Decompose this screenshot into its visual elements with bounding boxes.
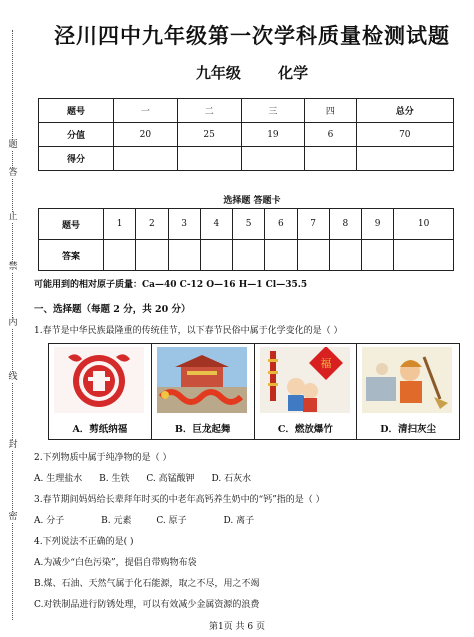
score-input-cell[interactable] <box>114 147 178 171</box>
answer-num-cell: 6 <box>265 209 297 240</box>
option-b[interactable]: B. 生铁 <box>99 474 130 484</box>
option-a[interactable]: A.为减少“白色污染”，提倡自带购物布袋 <box>34 558 197 568</box>
answer-input-cell[interactable] <box>233 240 265 271</box>
score-input-cell[interactable] <box>177 147 241 171</box>
answer-num-cell: 7 <box>297 209 329 240</box>
option-caption: D．清扫灰尘 <box>380 424 436 435</box>
answer-input-cell[interactable] <box>136 240 168 271</box>
answer-num-cell: 1 <box>104 209 136 240</box>
answer-input-cell[interactable] <box>297 240 329 271</box>
question-2-text: 2.下列物质中属于纯净物的是（ ） <box>34 453 172 463</box>
score-header-row <box>39 99 454 123</box>
answer-input-cell[interactable] <box>104 240 136 271</box>
exam-subtitle <box>30 62 474 83</box>
score-header-cell: 总分 <box>356 99 453 123</box>
answer-num-cell: 10 <box>394 209 454 240</box>
option-c[interactable]: C. 原子 <box>156 516 187 526</box>
score-input-cell[interactable] <box>356 147 453 171</box>
option-a[interactable]: A. 分子 <box>34 516 65 526</box>
gutter-char: 线 <box>6 372 20 382</box>
answer-num-cell: 8 <box>329 209 361 240</box>
option-image-b[interactable] <box>152 344 255 439</box>
answer-num-cell: 3 <box>168 209 200 240</box>
question-1-text: 1.春节是中华民族最隆重的传统佳节，以下春节民俗中属于化学变化的是（ ） <box>34 326 343 336</box>
option-caption: A．剪纸纳福 <box>72 424 128 435</box>
answer-num-cell: 9 <box>362 209 394 240</box>
gutter-char: 禁 <box>6 262 20 272</box>
score-got-row <box>39 147 454 171</box>
firecracker-icon <box>260 347 350 413</box>
subject-label: 化学 <box>278 64 309 82</box>
question-2-options <box>34 471 265 484</box>
question-3-text: 3.春节期间妈妈给长辈拜年时买的中老年高钙养生奶中的“钙”指的是（ ） <box>34 495 325 505</box>
question-3-options <box>34 513 268 526</box>
answer-num-cell: 2 <box>136 209 168 240</box>
score-value-cell: 6 <box>305 123 356 147</box>
gutter-char: 题 <box>6 140 20 150</box>
exam-title: 泾川四中九年级第一次学科质量检测试题 <box>54 23 450 48</box>
answer-card-table <box>38 208 454 271</box>
answer-num-cell: 5 <box>233 209 265 240</box>
option-image-c[interactable] <box>255 344 358 439</box>
option-c[interactable]: C. 高锰酸钾 <box>146 474 195 484</box>
option-b[interactable]: B. 元素 <box>101 516 132 526</box>
option-image-a[interactable] <box>49 344 152 439</box>
gutter-char: 封 <box>6 440 20 450</box>
score-value-row <box>39 123 454 147</box>
score-value-cell: 70 <box>356 123 453 147</box>
paper-cut-icon <box>54 347 144 413</box>
binding-gutter <box>0 0 26 637</box>
answer-row <box>39 240 454 271</box>
gutter-char: 止 <box>6 212 20 222</box>
score-input-cell[interactable] <box>305 147 356 171</box>
gutter-char: 内 <box>6 318 20 328</box>
answer-num-label: 题号 <box>39 209 104 240</box>
option-c[interactable]: C.对铁制品进行防锈处理，可以有效减少金属资源的浪费 <box>34 600 260 610</box>
score-header-cell: 三 <box>241 99 305 123</box>
score-header-cell: 题号 <box>39 99 114 123</box>
sweeping-icon <box>362 347 452 413</box>
atomic-masses-note: 可能用到的相对原子质量：Ca—40 C-12 O—16 H—1 Cl—35.5 <box>34 280 308 290</box>
answer-card-label: 选择题 答题卡 <box>223 196 281 206</box>
score-header-cell: 二 <box>177 99 241 123</box>
dragon-dance-icon <box>157 347 247 413</box>
answer-label: 答案 <box>39 240 104 271</box>
option-b[interactable]: B.煤、石油、天然气属于化石能源，取之不尽，用之不竭 <box>34 579 260 589</box>
answer-number-row <box>39 209 454 240</box>
gutter-char: 密 <box>6 512 20 522</box>
answer-input-cell[interactable] <box>394 240 454 271</box>
section-heading: 一、选择题（每题 2 分，共 20 分） <box>34 304 191 315</box>
score-header-cell: 四 <box>305 99 356 123</box>
gutter-char: 答 <box>6 168 20 178</box>
score-header-cell: 一 <box>114 99 178 123</box>
option-a[interactable]: A. 生理盐水 <box>34 474 83 484</box>
svg-text:福: 福 <box>320 357 331 370</box>
answer-input-cell[interactable] <box>200 240 232 271</box>
option-d[interactable]: D. 石灰水 <box>211 474 252 484</box>
answer-input-cell[interactable] <box>168 240 200 271</box>
option-image-d[interactable] <box>357 344 459 439</box>
option-caption: C．燃放爆竹 <box>277 424 333 435</box>
score-got-label: 得分 <box>39 147 114 171</box>
option-caption: B．巨龙起舞 <box>174 424 231 435</box>
score-table <box>38 98 454 171</box>
answer-input-cell[interactable] <box>362 240 394 271</box>
question-1-image-strip <box>48 343 460 440</box>
question-4-text: 4.下列说法不正确的是( ) <box>34 537 134 547</box>
answer-input-cell[interactable] <box>329 240 361 271</box>
score-value-cell: 25 <box>177 123 241 147</box>
grade-label: 九年级 <box>195 64 241 82</box>
page-footer: 第1页 共 6 页 <box>208 622 266 632</box>
option-d[interactable]: D. 离子 <box>223 516 255 526</box>
score-input-cell[interactable] <box>241 147 305 171</box>
score-value-cell: 19 <box>241 123 305 147</box>
score-value-cell: 20 <box>114 123 178 147</box>
answer-num-cell: 4 <box>200 209 232 240</box>
answer-input-cell[interactable] <box>265 240 297 271</box>
score-value-label: 分值 <box>39 123 114 147</box>
